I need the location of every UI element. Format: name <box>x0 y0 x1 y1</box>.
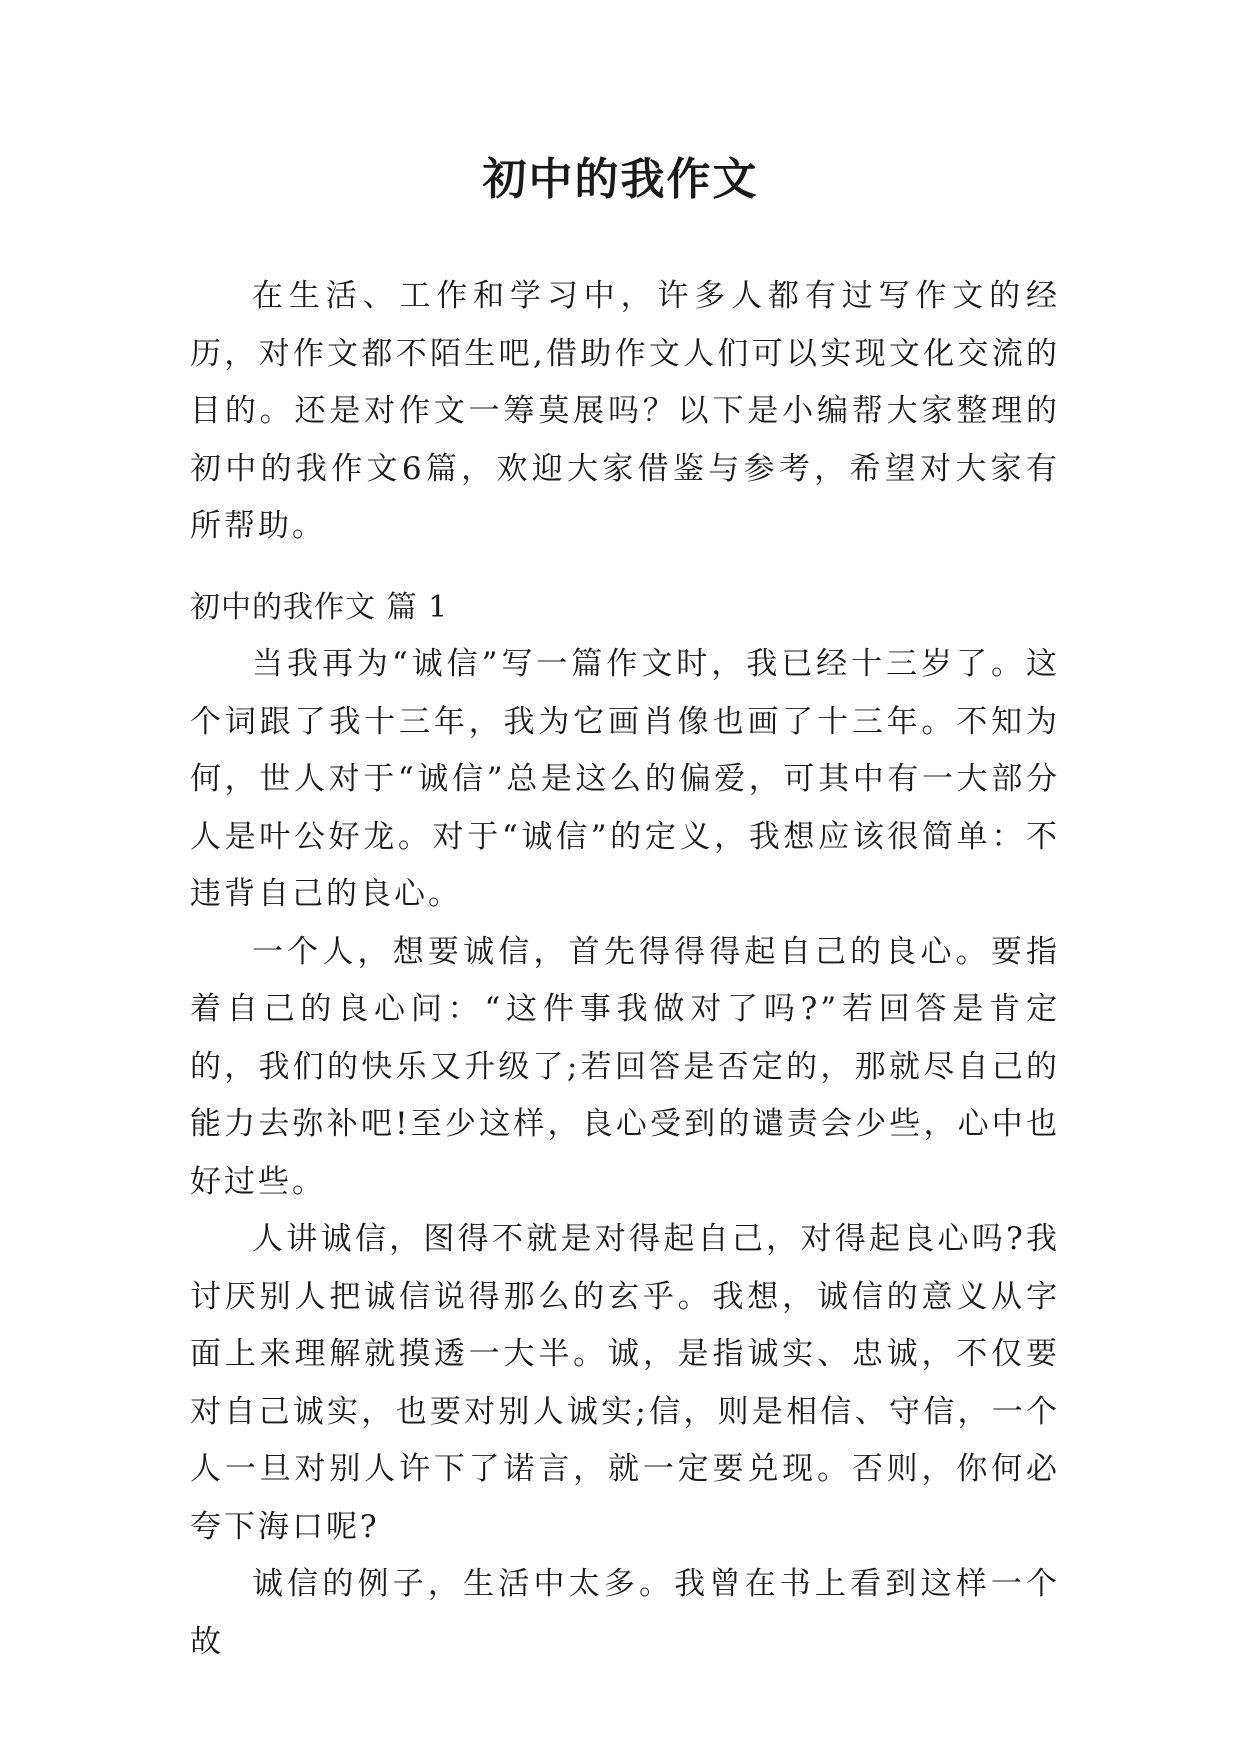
body-paragraph: 当我再为“诚信”写一篇作文时，我已经十三岁了。这个词跟了我十三年，我为它画肖像也画了十三年。不知为何，世人对于“诚信”总是这么的偏爱，可其中有一大部分人是叶公好龙。对于“诚信”的定义，我想应该很简单：不违背自己的良心。 <box>190 646 1060 912</box>
document-title: 初中的我作文 <box>482 154 759 205</box>
body-paragraph: 人讲诚信，图得不就是对得起自己，对得起良心吗?我讨厌别人把诚信说得那么的玄乎。我想，诚信的意义从字面上来理解就摸透一大半。诚，是指诚实、忠诚，不仅要对自己诚实，也要对别人诚实;信，则是相信、守信，一个人一旦对别人许下了诺言，就一定要兑现。否则，你何必夸下海口呢? <box>190 1221 1060 1545</box>
intro-block <box>190 268 1060 556</box>
intro-paragraph: 在生活、工作和学习中，许多人都有过写作文的经历，对作文都不陌生吧,借助作文人们可以实现文化交流的目的。还是对作文一筹莫展吗？以下是小编帮大家整理的初中的我作文6篇，欢迎大家借鉴与参考，希望对大家有所帮助。 <box>190 278 1060 544</box>
section-heading: 初中的我作文 篇 1 <box>190 590 449 625</box>
body-paragraph: 诚信的例子，生活中太多。我曾在书上看到这样一个故 <box>190 1566 1060 1660</box>
section-body <box>190 636 1060 1671</box>
body-paragraph: 一个人，想要诚信，首先得得得起自己的良心。要指着自己的良心问：“这件事我做对了吗?”若回答是肯定的，我们的快乐又升级了;若回答是否定的，那就尽自己的能力去弥补吧!至少这样，良心受到的谴责会少些，心中也好过些。 <box>190 933 1060 1200</box>
